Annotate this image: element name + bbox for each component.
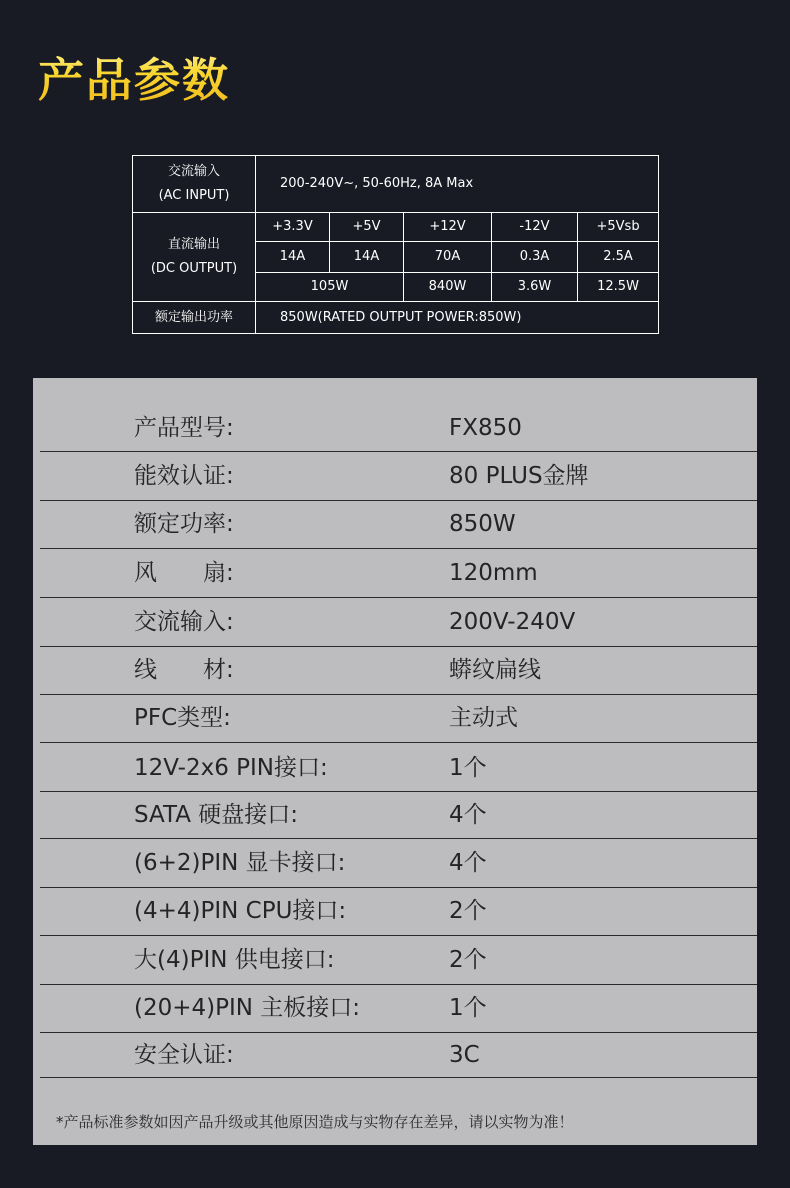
disclaimer-note: *产品标准参数如因产品升级或其他原因造成与实物存在差异，请以实物为准！: [56, 1113, 574, 1131]
param-value: 2个: [449, 898, 487, 924]
rail-cell: -12V: [492, 213, 578, 242]
param-key: 线 材:: [134, 657, 234, 683]
dc-output-label: 直流输出 (DC OUTPUT): [133, 213, 256, 302]
spec-table: [132, 155, 659, 334]
dc-rails-row: [133, 213, 659, 242]
param-value: 200V-240V: [449, 609, 576, 635]
rail-cell: +12V: [404, 213, 492, 242]
param-row: [40, 936, 757, 985]
power-cell: 840W: [404, 273, 492, 302]
param-key: 额定功率:: [134, 511, 234, 537]
param-key: PFC类型:: [134, 705, 231, 731]
current-cell: 0.3A: [492, 242, 578, 273]
rail-cell: +5V: [330, 213, 404, 242]
param-row: [40, 888, 757, 936]
rated-power-row: [133, 302, 659, 334]
page-title: 产品参数: [38, 44, 230, 110]
param-row: [40, 1033, 757, 1078]
param-value: 1个: [449, 755, 487, 781]
param-key: 风 扇:: [134, 560, 234, 586]
param-row: [40, 501, 757, 549]
param-key: 大(4)PIN 供电接口:: [134, 947, 335, 973]
param-key: 产品型号:: [134, 415, 234, 441]
current-cell: 14A: [256, 242, 330, 273]
power-cell: 105W: [256, 273, 404, 302]
param-row: [40, 695, 757, 743]
ac-input-value: 200-240V~, 50-60Hz, 8A Max: [256, 156, 659, 213]
param-row: [40, 452, 757, 501]
param-value: 3C: [449, 1042, 480, 1068]
rail-cell: +5Vsb: [578, 213, 659, 242]
param-row: [40, 549, 757, 598]
param-value: 4个: [449, 850, 487, 876]
param-key: SATA 硬盘接口:: [134, 802, 299, 828]
param-key: 安全认证:: [134, 1042, 234, 1068]
rail-cell: +3.3V: [256, 213, 330, 242]
param-row: [40, 598, 757, 647]
param-key: (20+4)PIN 主板接口:: [134, 995, 361, 1021]
param-key: 能效认证:: [134, 463, 234, 489]
param-value: 1个: [449, 995, 487, 1021]
param-row: [40, 406, 757, 452]
rated-power-value: 850W(RATED OUTPUT POWER:850W): [256, 302, 659, 334]
param-value: FX850: [449, 415, 522, 441]
param-row: [40, 792, 757, 839]
ac-input-row: [133, 156, 659, 213]
param-value: 蟒纹扁线: [449, 657, 541, 683]
param-key: 12V-2x6 PIN接口:: [134, 755, 328, 781]
param-value: 4个: [449, 802, 487, 828]
ac-input-label: 交流输入 (AC INPUT): [133, 156, 256, 213]
param-row: [40, 743, 757, 792]
current-cell: 14A: [330, 242, 404, 273]
param-value: 120mm: [449, 560, 538, 586]
param-value: 850W: [449, 511, 516, 537]
rated-power-label: 额定输出功率: [133, 302, 256, 334]
param-key: (6+2)PIN 显卡接口:: [134, 850, 346, 876]
param-value: 主动式: [449, 705, 518, 731]
power-cell: 12.5W: [578, 273, 659, 302]
param-row: [40, 839, 757, 888]
param-row: [40, 647, 757, 695]
param-value: 2个: [449, 947, 487, 973]
param-value: 80 PLUS金牌: [449, 463, 589, 489]
current-cell: 2.5A: [578, 242, 659, 273]
current-cell: 70A: [404, 242, 492, 273]
params-panel: [33, 378, 757, 1145]
param-row: [40, 985, 757, 1033]
param-key: (4+4)PIN CPU接口:: [134, 898, 347, 924]
power-cell: 3.6W: [492, 273, 578, 302]
param-key: 交流输入:: [134, 609, 234, 635]
